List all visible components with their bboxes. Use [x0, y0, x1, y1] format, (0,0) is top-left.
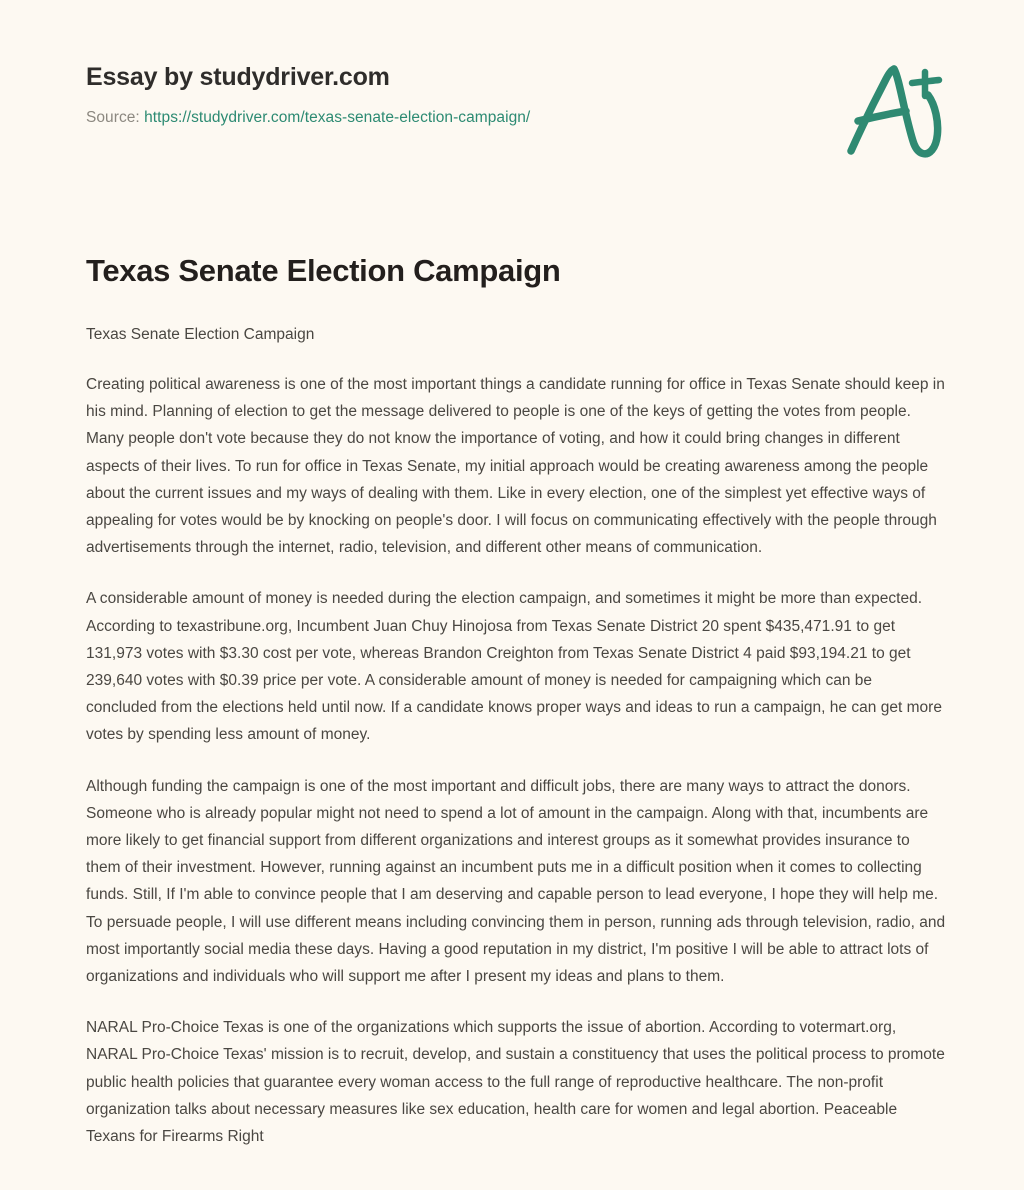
article-paragraph: A considerable amount of money is needed during the election campaign, and sometimes it might be more than expected. According to texastribune.org, Incumbent Juan Chuy Hinojosa from Texas Senate District 20 spent $435,471.91 to get 131,973 votes with $3.30 cost per vote, whereas Brandon Creighton from Texas Senate District 4 paid $93,194.21 to get 239,640 votes with $0.39 price per vote. A considerable amount of money is needed for campaigning which can be concluded from the elections held until now. If a candidate knows proper ways and ideas to run a campaign, he can get more votes by spending less amount of money.: [86, 590, 942, 744]
source-url-link[interactable]: https://studydriver.com/texas-senate-election-campaign/: [144, 109, 531, 126]
article-paragraph: NARAL Pro-Choice Texas is one of the organizations which supports the issue of abortion. According to votermart.org, NARAL Pro-Choice Texas' mission is to recruit, develop, and sustain a constituency that uses the political process to promote public health policies that guarantee every woman access to the full range of reproductive healthcare. The non-profit organization talks about necessary measures like sex education, health care for women and legal abortion. Peaceable Texans for Firearms Right: [86, 1019, 945, 1145]
source-label: Source:: [86, 109, 140, 126]
article-subtitle: Texas Senate Election Campaign: [86, 325, 315, 343]
article-paragraph: Although funding the campaign is one of the most important and difficult jobs, there are many ways to attract the donors. Someone who is already popular might not need to spend a lot of amount in the campaign. Along with that, incumbents are more likely to get financial support from different organizations and interest groups as it somewhat provides insurance to them of their investment. However, running against an incumbent puts me in a difficult position when it comes to collecting funds. Still, If I'm able to convince people that I am deserving and capable person to lead everyone, I hope they will help me. To persuade people, I will use different means including convincing them in person, running ads through television, radio, and most importantly social media these days. Having a good reputation in my district, I'm positive I will be able to attract lots of organizations and individuals who will support me after I present my ideas and plans to them.: [86, 777, 946, 985]
page-title: Texas Senate Election Campaign: [86, 253, 561, 289]
article-body: [86, 347, 946, 1150]
page-header: [0, 0, 1024, 128]
article-paragraph: Creating political awareness is one of the most important things a candidate running for office in Texas Senate should keep in his mind. Planning of election to get the message delivered to people is one of the keys of getting the votes from people. Many people don't vote because they do not know the importance of voting, and how it could bring changes in different aspects of their lives. To run for office in Texas Senate, my initial approach would be creating awareness among the people about the current issues and my ways of dealing with them. Like in every election, one of the simplest yet effective ways of appealing for votes would be by knocking on people's door. I will focus on communicating effectively with the people through advertisements through the internet, radio, television, and different other means of communication.: [86, 375, 945, 557]
byline: Essay by studydriver.com: [86, 63, 390, 91]
source-line: [86, 108, 946, 128]
a-plus-logo: [840, 58, 952, 162]
article: [0, 128, 1024, 1190]
